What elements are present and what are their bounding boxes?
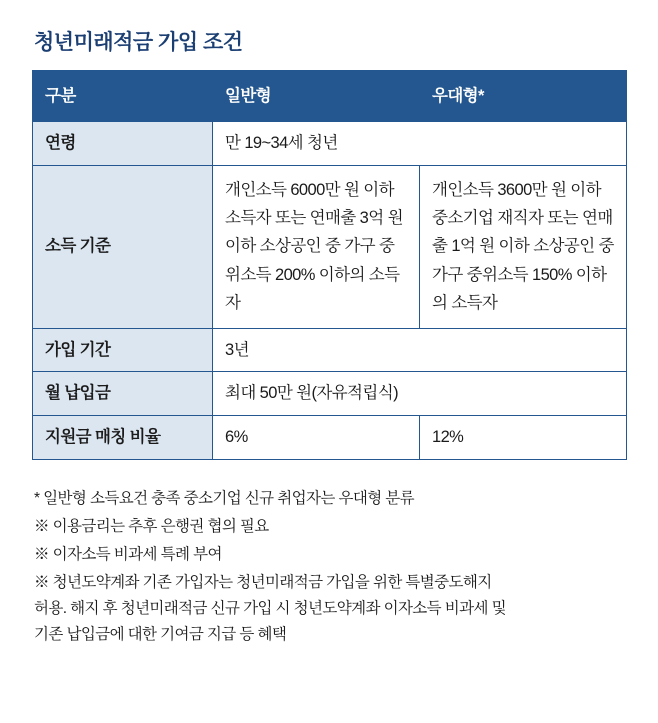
conditions-table xyxy=(32,70,627,460)
table-row xyxy=(33,122,627,166)
row-value-age: 만 19~34세 청년 xyxy=(213,122,627,166)
footnote-existing-account-line1: ※ 청년도약계좌 기존 가입자는 청년미래적금 가입을 위한 특별중도해지 xyxy=(34,573,492,591)
table-row xyxy=(33,328,627,372)
row-label-age: 연령 xyxy=(33,122,213,166)
row-label-monthly-payment: 월 납입금 xyxy=(33,372,213,416)
row-label-income-standard: 소득 기준 xyxy=(33,165,213,328)
table-header xyxy=(33,71,627,122)
footnote-asterisk: * 일반형 소득요건 충족 중소기업 신규 취업자는 우대형 분류 xyxy=(34,489,415,507)
footnote-interest-rate: ※ 이용금리는 추후 은행권 협의 필요 xyxy=(34,517,269,535)
table-body xyxy=(33,122,627,460)
row-label-matching-ratio: 지원금 매칭 비율 xyxy=(33,416,213,460)
column-header-preferential: 우대형* xyxy=(420,71,627,122)
row-label-subscription-period: 가입 기간 xyxy=(33,328,213,372)
row-value-monthly-payment: 최대 50만 원(자유적립식) xyxy=(213,372,627,416)
table-row xyxy=(33,416,627,460)
table-row xyxy=(33,372,627,416)
row-value-income-standard-preferential: 개인소득 3600만 원 이하 중소기업 재직자 또는 연매출 1억 원 이하 소상공인 중 가구 중위소득 150% 이하의 소득자 xyxy=(420,165,627,328)
footnote-existing-account-line2: 허용. 해지 후 청년미래적금 신규 가입 시 청년도약계좌 이자소득 비과세 및 xyxy=(34,599,506,617)
row-value-subscription-period: 3년 xyxy=(213,328,627,372)
row-value-matching-ratio-preferential: 12% xyxy=(420,416,627,460)
row-value-income-standard-general: 개인소득 6000만 원 이하 소득자 또는 연매출 3억 원 이하 소상공인 중 가구 중위소득 200% 이하의 소득자 xyxy=(213,165,420,328)
row-value-matching-ratio-general: 6% xyxy=(213,416,420,460)
column-header-category: 구분 xyxy=(33,71,213,122)
page-title: 청년미래적금 가입 조건 xyxy=(34,31,243,54)
footnote-existing-account-line3: 기존 납입금에 대한 기여금 지급 등 혜택 xyxy=(34,625,287,643)
footnotes xyxy=(34,486,634,648)
column-header-general: 일반형 xyxy=(213,71,420,122)
footnote-tax-exemption: ※ 이자소득 비과세 특례 부여 xyxy=(34,545,222,563)
table-header-row xyxy=(33,71,627,122)
table-row xyxy=(33,165,627,328)
